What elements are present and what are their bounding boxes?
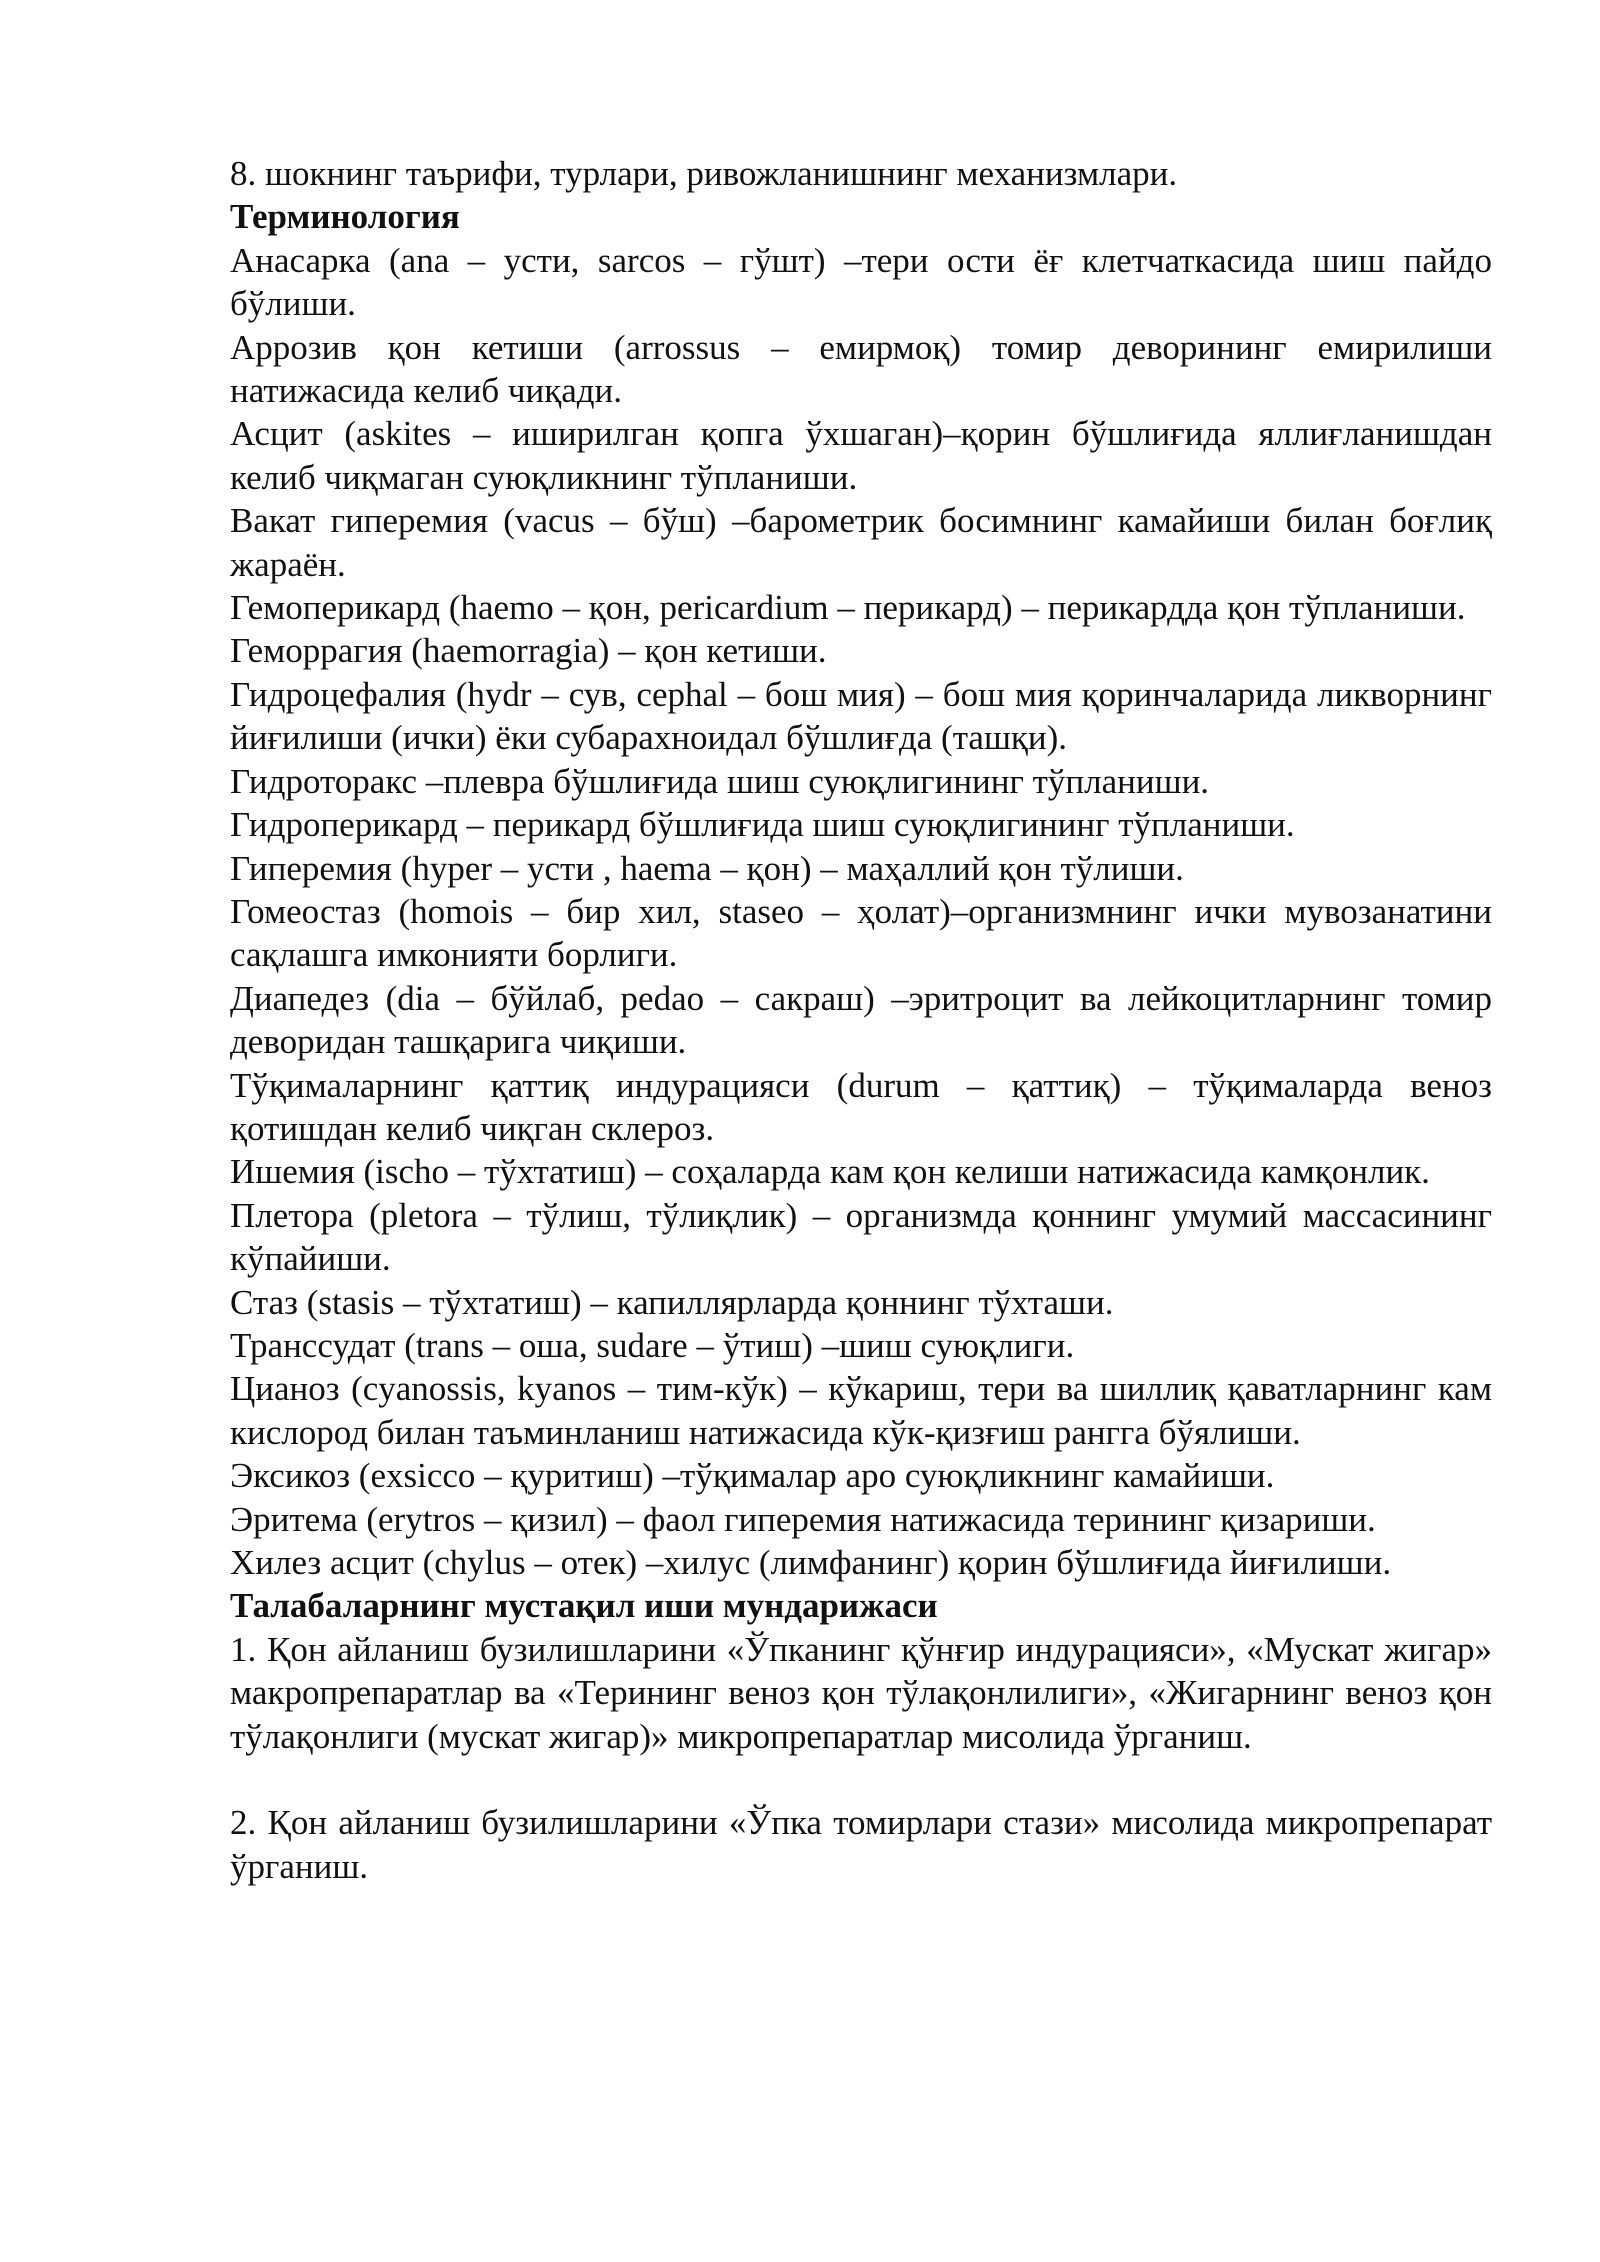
term-entry: Эритема (erytros – қизил) – фаол гиперемия натижасида терининг қизариши. [230, 1499, 1376, 1539]
term-entry: Гидроторакс –плевра бўшлиғида шиш суюқлигининг тўпланиши. [230, 761, 1210, 801]
task-item: 1. Қон айланиш бузилишларини «Ўпканинг қўнғир индурацияси», «Мускат жигар» макропрепаратлар ва «Терининг веноз қон тўлақонлилиги», «Жигарнинг веноз қон тўлақонлиги (мускат жигар)» микропрепаратлар мисолида ўрганиш. [230, 1629, 1492, 1756]
term-entry: Геморрагия (haemorragia) – қон кетиши. [230, 631, 827, 671]
task-item: 2. Қон айланиш бузилишларини «Ўпка томирлари стази» мисолида микропрепарат ўрганиш. [230, 1803, 1492, 1886]
term-entry: Гидроперикард – перикард бўшлиғида шиш суюқлигининг тўпланиши. [230, 805, 1295, 845]
term-entry: Цианоз (cyanossis, kyanos – тим-кўк) – кўкариш, тери ва шиллиқ қаватларнинг кам кислород билан таъминланиш натижасида кўк-қизғиш рангга бўялиши. [230, 1369, 1492, 1452]
term-entry: Гомеостаз (homois – бир хил, staseo – ҳолат)–организмнинг ички мувозанатини сақлашга имконияти борлиги. [230, 891, 1492, 975]
intro-line: 8. шокнинг таърифи, турлари, ривожланишнинг механизмлари. [230, 154, 1178, 193]
term-entry: Хилез асцит (chylus – отек) –хилус (лимфанинг) қорин бўшлиғида йиғилиши. [230, 1543, 1392, 1582]
term-entry: Транссудат (trans – оша, sudare – ўтиш) –шиш суюқлиги. [230, 1325, 1075, 1365]
term-entry: Эксикоз (exsicco – қуритиш) –тўқималар аро суюқликнинг камайиши. [230, 1456, 1275, 1496]
term-entry: Ишемия (ischo – тўхтатиш) – соҳаларда кам қон келиши натижасида камқонлик. [230, 1152, 1430, 1192]
term-entry: Асцит (askites – иширилган қопга ўхшаган)–қорин бўшлиғида яллиғланишдан келиб чиқмаган суюқликнинг тўпланиши. [230, 414, 1492, 497]
term-entry: Плетора (pletora – тўлиш, тўлиқлик) – организмда қоннинг умумий массасининг кўпайиши. [230, 1195, 1492, 1279]
independent-work-heading: Талабаларнинг мустақил иши мундарижаси [230, 1586, 938, 1626]
term-entry: Стаз (stasis – тўхтатиш) – капиллярларда қоннинг тўхташи. [230, 1282, 1114, 1322]
terminology-heading: Терминология [230, 197, 460, 237]
term-entry: Анасарка (ana – усти, sarcos – гўшт) –тери ости ёғ клетчаткасида шиш пайдо бўлиши. [230, 240, 1492, 324]
blank-line [230, 1758, 1492, 1801]
term-entry: Тўқималарнинг қаттиқ индурацияси (durum – қаттиқ) – тўқималарда веноз қотишдан келиб чиқган склероз. [230, 1065, 1492, 1148]
term-entry: Гиперемия (hyper – усти , haema – қон) – маҳаллий қон тўлиши. [230, 848, 1184, 888]
document-page [230, 152, 1492, 1888]
term-entry: Гидроцефалия (hydr – сув, cephal – бош мия) – бош мия қоринчаларида ликворнинг йиғилиши (ички) ёки субарахноидал бўшлиғда (ташқи). [230, 674, 1492, 758]
term-entry: Диапедез (dia – бўйлаб, pedao – сакраш) –эритроцит ва лейкоцитларнинг томир деворидан ташқарига чиқиши. [230, 978, 1492, 1062]
term-entry: Вакат гиперемия (vacus – бўш) –барометрик босимнинг камайиши билан боғлиқ жараён. [230, 501, 1492, 584]
term-entry: Гемоперикард (haemo – қон, pericardium – перикард) – перикардда қон тўпланиши. [230, 588, 1466, 628]
term-entry: Аррозив қон кетиши (arrossus – емирмоқ) томир деворининг емирилиши натижасида келиб чиқади. [230, 327, 1492, 411]
